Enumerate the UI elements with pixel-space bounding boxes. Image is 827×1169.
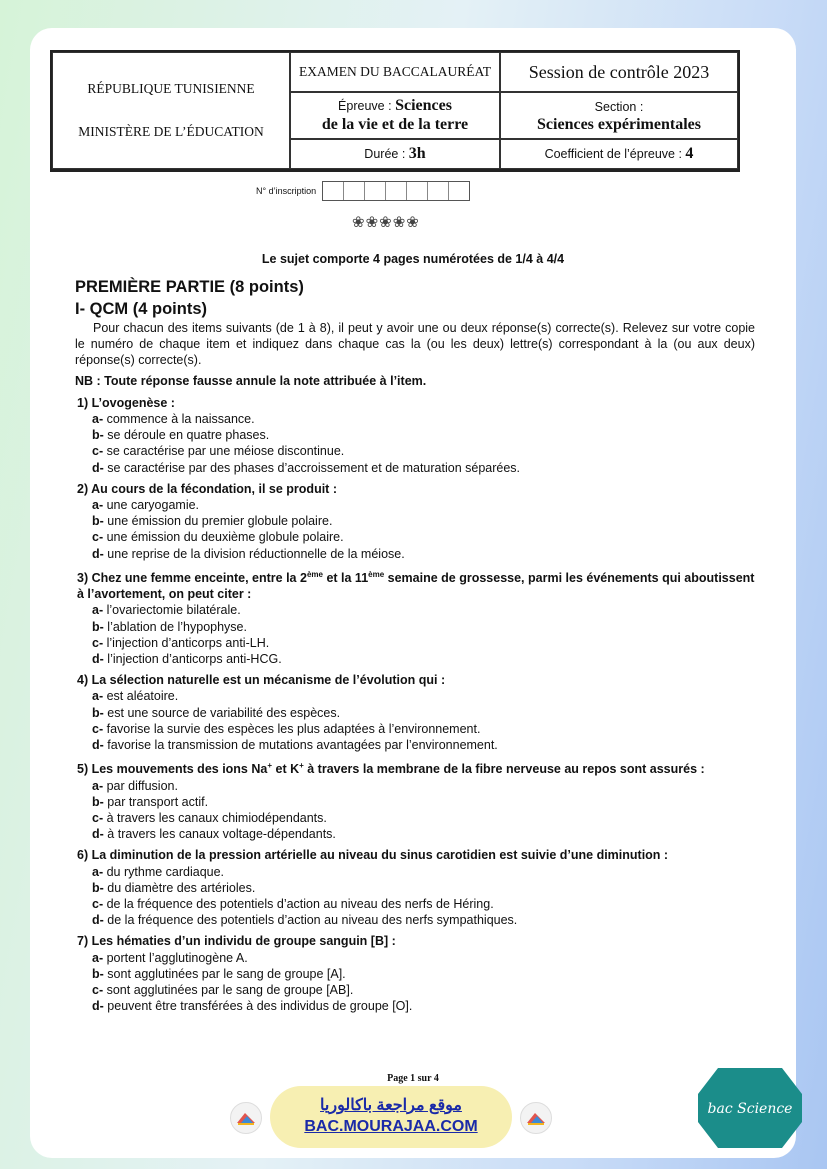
- answer-option: [92, 982, 755, 998]
- page-number: Page 1 sur 4: [387, 1073, 439, 1084]
- flower-decoration: ❀❀❀❀❀: [352, 214, 420, 231]
- exam-label: EXAMEN DU BACCALAURÉAT: [290, 52, 500, 92]
- option-letter: b-: [92, 966, 104, 981]
- duree-label: Durée :: [364, 147, 406, 161]
- option-text: l’injection d’anticorps anti-HCG.: [107, 652, 282, 667]
- option-letter: a-: [92, 603, 104, 618]
- epreuve-value-2: de la vie et de la terre: [321, 116, 469, 133]
- answer-option: [92, 896, 755, 912]
- bac-science-badge: [696, 1066, 804, 1150]
- answer-option: [92, 546, 755, 562]
- option-letter: b-: [92, 880, 104, 895]
- option-text: sont agglutinées par le sang de groupe [AB].: [106, 983, 354, 998]
- option-letter: a-: [92, 498, 104, 513]
- answer-option: [92, 602, 755, 618]
- option-text: du diamètre des artérioles.: [107, 880, 256, 895]
- question-item: [75, 758, 755, 842]
- site-banner[interactable]: [270, 1086, 512, 1148]
- option-letter: d-: [92, 913, 104, 928]
- question-item: [75, 672, 755, 753]
- section-cell: [500, 92, 738, 139]
- answer-option: [92, 966, 755, 982]
- answer-option: [92, 864, 755, 880]
- option-letter: a-: [92, 412, 104, 427]
- answer-option: [92, 794, 755, 810]
- question-title-part: à travers la membrane de la fibre nerveuse au repos sont assurés :: [303, 762, 705, 777]
- banner-logo-left: [230, 1102, 262, 1134]
- option-letter: d-: [92, 999, 104, 1014]
- answer-option: [92, 826, 755, 842]
- section-label: Section :: [594, 99, 644, 114]
- question-item: [75, 395, 755, 476]
- answer-option: [92, 705, 755, 721]
- exam-content: [75, 276, 755, 1014]
- option-text: de la fréquence des potentiels d’action au niveau des nerfs sympathiques.: [107, 913, 518, 928]
- option-text: du rythme cardiaque.: [106, 864, 225, 879]
- ministry-label: MINISTÈRE DE L’ÉDUCATION: [78, 124, 264, 140]
- superscript: +: [299, 761, 304, 771]
- question-title-part: 3) Chez une femme enceinte, entre la 2: [77, 571, 307, 585]
- question-title: 4) La sélection naturelle est un mécanisme de l’évolution qui :: [77, 673, 446, 688]
- republic-label: RÉPUBLIQUE TUNISIENNE: [87, 80, 255, 96]
- option-letter: d-: [92, 652, 104, 667]
- answer-option: [92, 427, 755, 443]
- answer-option: [92, 619, 755, 635]
- question-item: [75, 933, 755, 1014]
- superscript: +: [267, 761, 273, 771]
- option-text: de la fréquence des potentiels d’action au niveau des nerfs de Héring.: [106, 897, 494, 912]
- question-title: [77, 567, 755, 603]
- answer-option: [92, 998, 755, 1014]
- option-text: une émission du deuxième globule polaire.: [106, 530, 344, 545]
- answer-option: [92, 635, 755, 651]
- duree-value: 3h: [408, 145, 426, 162]
- answer-option: [92, 810, 755, 826]
- question-item: [75, 847, 755, 928]
- superscript: ème: [306, 569, 323, 579]
- option-text: se déroule en quatre phases.: [107, 428, 270, 443]
- nb-note: NB : Toute réponse fausse annule la note attribuée à l’item.: [75, 373, 427, 388]
- question-title: 7) Les hématies d’un individu de groupe sanguin [B] :: [77, 934, 396, 949]
- intro-paragraph: Pour chacun des items suivants (de 1 à 8), il peut y avoir une ou deux réponse(s) correcte(s). Relevez sur votre copie le numéro de chaque item et indiquez dans chaque cas la (ou les deux) lettre(s) correspondant à la (ou aux deux) réponse(s) correcte(s).: [75, 321, 755, 368]
- answer-option: [92, 880, 755, 896]
- badge-text: bac Science: [707, 1101, 793, 1117]
- question-title-part: et la 11: [322, 571, 369, 585]
- option-text: une émission du premier globule polaire.: [107, 514, 333, 529]
- option-letter: c-: [92, 444, 104, 459]
- option-letter: c-: [92, 635, 104, 650]
- answer-option: [92, 721, 755, 737]
- answer-option: [92, 912, 755, 928]
- option-letter: b-: [92, 619, 104, 634]
- epreuve-label: Épreuve :: [338, 99, 392, 113]
- option-text: à travers les canaux voltage-dépendants.: [107, 827, 336, 842]
- option-letter: d-: [92, 827, 104, 842]
- option-letter: c-: [92, 530, 104, 545]
- option-letter: b-: [92, 705, 104, 720]
- option-text: est aléatoire.: [106, 689, 179, 704]
- banner-logo-right: [520, 1102, 552, 1134]
- duree-cell: [290, 139, 500, 169]
- coef-label: Coefficient de l’épreuve :: [544, 147, 682, 161]
- option-text: favorise la transmission de mutations avantagées par l’environnement.: [107, 738, 498, 753]
- option-letter: a-: [92, 864, 104, 879]
- coef-cell: [500, 139, 738, 169]
- option-letter: a-: [92, 689, 104, 704]
- question-list: [75, 395, 755, 1015]
- subject-note: Le sujet comporte 4 pages numérotées de 1/4 à 4/4: [261, 252, 565, 266]
- option-letter: a-: [92, 950, 104, 965]
- answer-option: [92, 651, 755, 667]
- question-item: [75, 567, 755, 667]
- option-letter: d-: [92, 546, 104, 561]
- question-item: [75, 481, 755, 562]
- option-letter: d-: [92, 460, 104, 475]
- answer-option: [92, 529, 755, 545]
- answer-option: [92, 737, 755, 753]
- question-title: 2) Au cours de la fécondation, il se produit :: [77, 481, 337, 496]
- banner-arabic[interactable]: موقع مراجعة باكالوريا: [320, 1097, 462, 1114]
- answer-option: [92, 950, 755, 966]
- banner-url[interactable]: BAC.MOURAJAA.COM: [304, 1118, 478, 1135]
- epreuve-value-1: Sciences: [395, 97, 452, 114]
- option-text: portent l’agglutinogène A.: [106, 950, 248, 965]
- answer-option: [92, 778, 755, 794]
- option-letter: b-: [92, 794, 104, 809]
- option-text: se caractérise par une méiose discontinue.: [106, 444, 345, 459]
- superscript: ème: [368, 569, 385, 579]
- option-text: se caractérise par des phases d’accroissement et de maturation séparées.: [107, 460, 521, 475]
- option-text: sont agglutinées par le sang de groupe [A].: [107, 966, 346, 981]
- option-text: par diffusion.: [106, 778, 178, 793]
- option-letter: c-: [92, 721, 104, 736]
- part-title: PREMIÈRE PARTIE (8 points): [75, 278, 304, 296]
- option-text: favorise la survie des espèces les plus adaptées à l’environnement.: [106, 721, 481, 736]
- option-letter: a-: [92, 778, 104, 793]
- answer-option: [92, 688, 755, 704]
- inscription-row: [256, 181, 470, 201]
- option-letter: b-: [92, 514, 104, 529]
- answer-option: [92, 497, 755, 513]
- option-text: une caryogamie.: [106, 498, 200, 513]
- option-text: commence à la naissance.: [106, 412, 255, 427]
- question-title: 1) L’ovogenèse :: [77, 395, 175, 410]
- exam-page: [30, 28, 796, 1158]
- option-text: à travers les canaux chimiodépendants.: [106, 811, 327, 825]
- question-title-part: et K: [272, 762, 300, 777]
- question-title-part: semaine de grossesse, parmi les événements qui aboutissent à l’avortement, on peut citer :: [77, 571, 755, 602]
- question-title-part: 5) Les mouvements des ions Na: [77, 762, 268, 777]
- option-letter: c-: [92, 897, 104, 912]
- answer-option: [92, 411, 755, 427]
- option-text: l’injection d’anticorps anti-LH.: [106, 635, 270, 650]
- option-text: par transport actif.: [107, 794, 209, 809]
- option-letter: c-: [92, 811, 104, 825]
- ministry-cell: [52, 52, 290, 169]
- option-text: l’ablation de l’hypophyse.: [107, 619, 247, 634]
- inscription-boxes[interactable]: [322, 181, 470, 201]
- option-text: une reprise de la division réductionnelle de la méiose.: [107, 546, 405, 561]
- option-letter: d-: [92, 738, 104, 753]
- option-letter: b-: [92, 428, 104, 443]
- answer-option: [92, 513, 755, 529]
- option-letter: c-: [92, 983, 104, 998]
- option-text: est une source de variabilité des espèces.: [107, 705, 341, 720]
- section-value: Sciences expérimentales: [537, 115, 701, 133]
- section-title: I- QCM (4 points): [75, 300, 207, 318]
- session-label: Session de contrôle 2023: [500, 52, 738, 92]
- answer-option: [92, 443, 755, 459]
- inscription-label: N° d’inscription: [256, 186, 317, 196]
- epreuve-cell: [290, 92, 500, 139]
- question-title: 6) La diminution de la pression artérielle au niveau du sinus carotidien est suivie d’une diminution :: [77, 848, 669, 863]
- answer-option: [92, 460, 755, 476]
- option-text: l’ovariectomie bilatérale.: [106, 603, 241, 618]
- option-text: peuvent être transférées à des individus de groupe [O].: [107, 999, 413, 1014]
- coef-value: 4: [685, 145, 694, 162]
- question-title: [77, 758, 755, 777]
- exam-header: [50, 50, 740, 172]
